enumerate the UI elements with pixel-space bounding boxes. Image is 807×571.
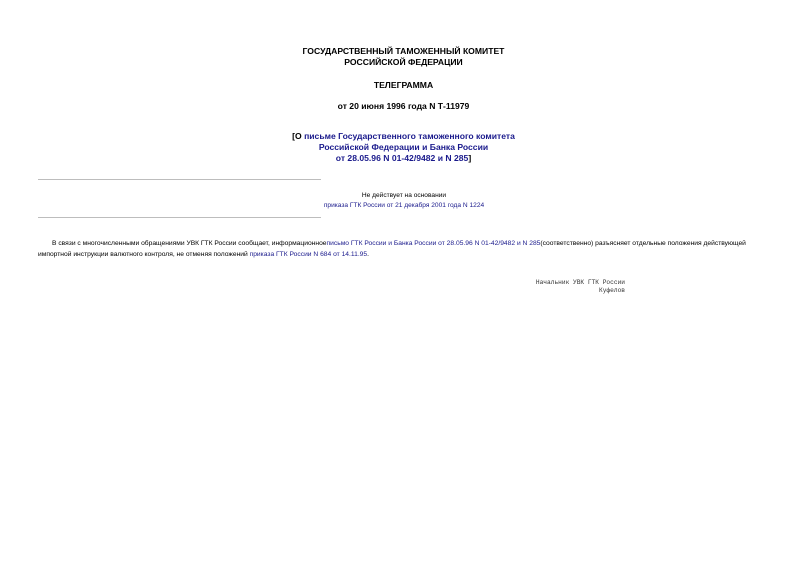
body-paragraph [38,239,768,260]
subject-line-2 [0,142,807,153]
subject-prefix: О [294,131,305,141]
authority-line-1: ГОСУДАРСТВЕННЫЙ ТАМОЖЕННЫЙ КОМИТЕТ [302,46,505,56]
subject-close-bracket: ] [468,153,472,163]
divider-bottom [38,217,321,218]
body-text-part-1: В связи с многочисленными обращениями УВК ГТК России сообщает, информационное [52,240,327,247]
status-notice [230,191,578,211]
subject-link-part-2[interactable]: Российской Федерации и Банка России [318,142,489,152]
subject-link-part-1[interactable]: письме Государственного таможенного комитета [304,131,515,141]
divider-top [38,179,321,180]
body-link-order[interactable]: приказа ГТК России N 684 от 14.11.95 [249,250,368,258]
subject-line-1 [0,131,807,142]
subject-open-bracket: [ [292,131,295,141]
signature-name: Куфелов [599,287,625,295]
signature-block [490,279,625,295]
status-notice-link[interactable]: приказа ГТК России от 21 декабря 2001 года N 1224 [323,202,485,209]
body-text-part-2: (соответственно) разъясняет отдельные положения действующей импортной инструкции валютного контроля, не отменяя положений [38,240,746,258]
body-link-letter[interactable]: письмо ГТК России и Банка России от 28.05.96 N 01-42/9482 и N 285 [326,240,541,247]
document-date-number: от 20 июня 1996 года N Т-11979 [337,101,470,111]
issuing-authority [0,46,807,68]
subject-line-3 [0,153,807,164]
signature-position: Начальник УВК ГТК России [535,279,625,286]
body-text-part-3: . [367,250,369,258]
document-subject [0,131,807,164]
authority-line-2: РОССИЙСКОЙ ФЕДЕРАЦИИ [344,57,463,67]
document-type: ТЕЛЕГРАММА [373,80,434,90]
status-notice-text: Не действует на основании [361,192,447,199]
subject-link-part-3[interactable]: от 28.05.96 N 01-42/9482 и N 285 [335,153,469,163]
